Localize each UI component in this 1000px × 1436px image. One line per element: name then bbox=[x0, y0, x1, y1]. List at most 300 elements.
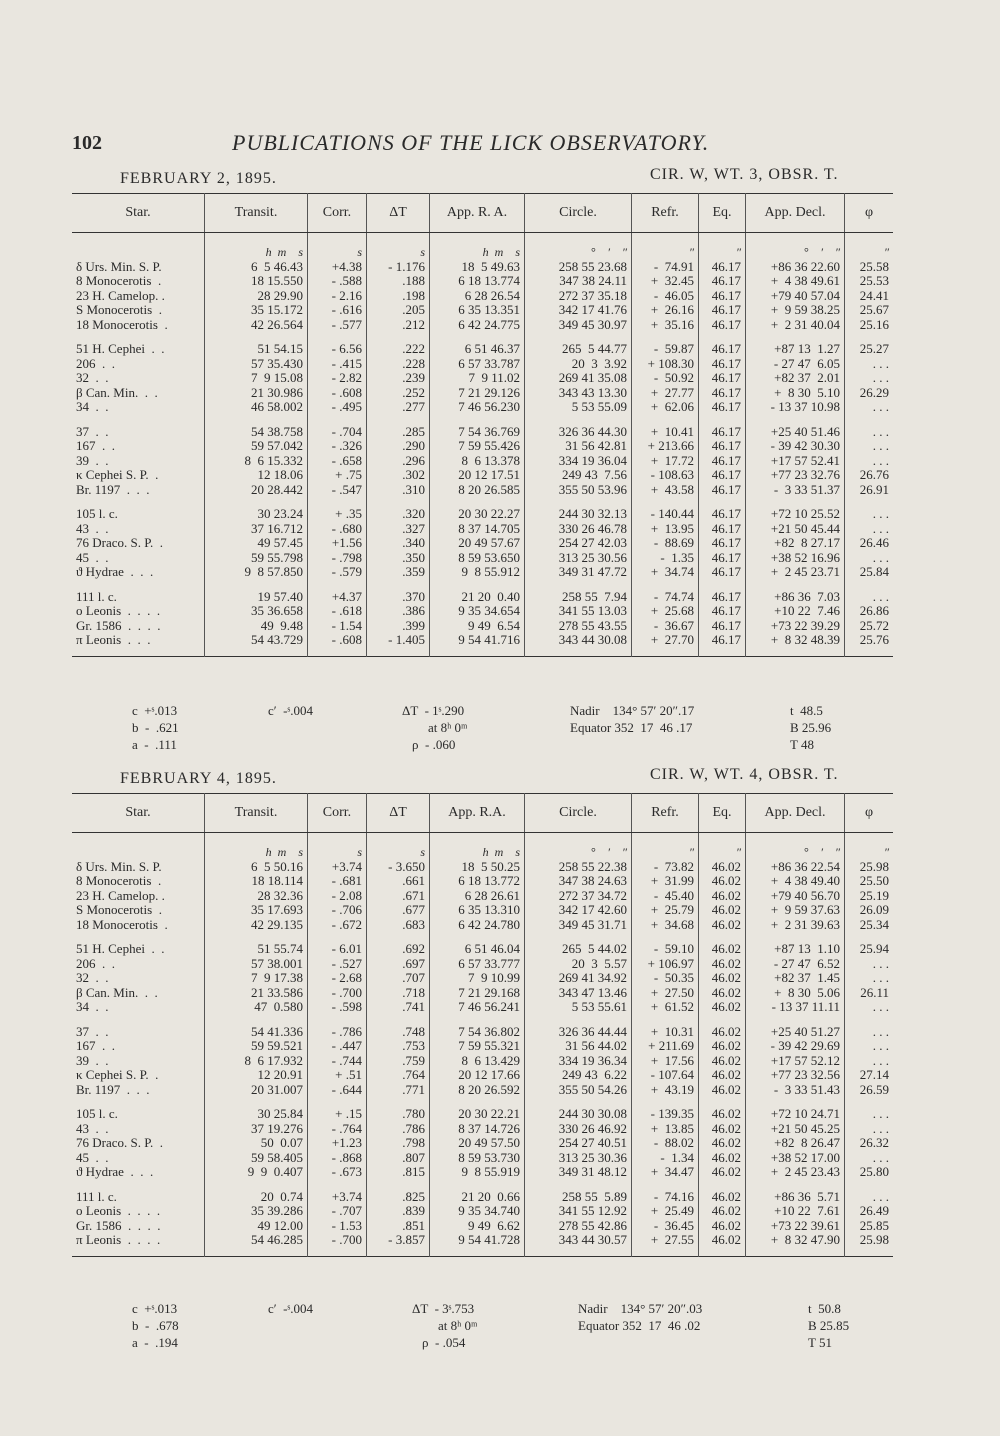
table-cell: 6 35 13.351 bbox=[430, 303, 525, 318]
table-cell: 46.17 bbox=[699, 522, 746, 537]
table-row bbox=[72, 483, 893, 498]
table-cell: .798 bbox=[367, 1136, 430, 1151]
col-header: App. Decl. bbox=[746, 794, 845, 833]
table-row bbox=[72, 1083, 893, 1098]
table-cell: - .673 bbox=[308, 1165, 367, 1180]
unit-cell: ″ bbox=[632, 233, 699, 260]
table-cell: 46.02 bbox=[699, 1233, 746, 1256]
table-cell: - 46.05 bbox=[632, 289, 699, 304]
table-cell: 347 38 24.63 bbox=[525, 874, 632, 889]
table-cell: - .868 bbox=[308, 1151, 367, 1166]
table-cell: - .700 bbox=[308, 986, 367, 1001]
table-cell: 349 31 48.12 bbox=[525, 1165, 632, 1180]
star-name-cell: 206 . . bbox=[72, 357, 205, 372]
table-cell: 26.91 bbox=[859, 481, 889, 497]
table-cell: .707 bbox=[367, 971, 430, 986]
table-cell: 6 18 13.772 bbox=[430, 874, 525, 889]
table-cell: 50 0.07 bbox=[205, 1136, 308, 1151]
col-header: ΔT bbox=[367, 194, 430, 233]
table-cell: +25 40 51.46 bbox=[746, 415, 845, 440]
footer-left bbox=[132, 702, 179, 753]
table-cell: 46.17 bbox=[699, 318, 746, 333]
table-row bbox=[72, 1204, 893, 1219]
table-cell: .671 bbox=[367, 889, 430, 904]
star-name-cell: π Leonis . . . . bbox=[72, 1233, 205, 1256]
unit-cell: ″ bbox=[884, 845, 889, 859]
table-cell: + 10.31 bbox=[632, 1015, 699, 1040]
table-cell: 46.02 bbox=[699, 874, 746, 889]
table-cell: 25.58 bbox=[859, 258, 889, 274]
star-name-cell: 43 . . bbox=[72, 1122, 205, 1137]
table-cell: . . . bbox=[872, 438, 889, 453]
table-row bbox=[72, 986, 893, 1001]
table-cell: 46.17 bbox=[699, 604, 746, 619]
unit-cell: ° ′ ″ bbox=[525, 233, 632, 260]
table-cell: .780 bbox=[367, 1097, 430, 1122]
col-header: Star. bbox=[72, 794, 205, 833]
table-cell: .310 bbox=[367, 483, 430, 498]
table-cell: 20 0.74 bbox=[205, 1180, 308, 1205]
col-header: Refr. bbox=[632, 794, 699, 833]
table-cell: +38 52 16.96 bbox=[746, 551, 845, 566]
table-cell: - 6.01 bbox=[308, 932, 367, 957]
table-cell: 8 6 15.332 bbox=[205, 454, 308, 469]
table-cell: 343 44 30.08 bbox=[525, 633, 632, 656]
table-cell: 46.17 bbox=[699, 551, 746, 566]
table-cell: + 10.41 bbox=[632, 415, 699, 440]
table-row bbox=[72, 633, 893, 656]
table-cell: +3.74 bbox=[308, 860, 367, 875]
table-cell: - .786 bbox=[308, 1015, 367, 1040]
table-cell: + 34.74 bbox=[632, 565, 699, 580]
star-name-cell: ϑ Hydrae . . . bbox=[72, 565, 205, 580]
table-cell: - 59.87 bbox=[632, 332, 699, 357]
table-cell: 20 30 22.21 bbox=[430, 1097, 525, 1122]
unit-cell bbox=[72, 833, 205, 860]
table-cell: - 1.53 bbox=[308, 1219, 367, 1234]
table-row bbox=[72, 1068, 893, 1083]
table-row bbox=[72, 604, 893, 619]
table-cell: +1.23 bbox=[308, 1136, 367, 1151]
table-cell: - .495 bbox=[308, 400, 367, 415]
table-cell: 46.17 bbox=[699, 536, 746, 551]
table-cell: 25.76 bbox=[859, 632, 889, 647]
table-cell: + 35.16 bbox=[632, 318, 699, 333]
footer-t: t 50.8 bbox=[808, 1301, 841, 1316]
table-cell: 46.17 bbox=[699, 303, 746, 318]
table-cell: + 25.79 bbox=[632, 903, 699, 918]
table-cell: +73 22 39.61 bbox=[746, 1219, 845, 1234]
table-cell: 26.11 bbox=[860, 984, 889, 1000]
table-cell: 20 12 17.51 bbox=[430, 468, 525, 483]
table-cell: 47 0.580 bbox=[205, 1000, 308, 1015]
table-cell: .252 bbox=[367, 386, 430, 401]
table-cell: 6 5 46.43 bbox=[205, 260, 308, 275]
table-cell: + 25.68 bbox=[632, 604, 699, 619]
table-cell: . . . bbox=[872, 1120, 889, 1136]
table-cell: - 45.40 bbox=[632, 889, 699, 904]
table-cell: - .680 bbox=[308, 522, 367, 537]
table-cell: 31 56 42.81 bbox=[525, 439, 632, 454]
unit-cell: ° ′ ″ bbox=[525, 833, 632, 860]
unit-cell: h m s bbox=[430, 233, 525, 260]
table-cell: +3.74 bbox=[308, 1180, 367, 1205]
units-row bbox=[72, 833, 893, 860]
star-name-cell: 32 . . bbox=[72, 971, 205, 986]
table-cell: 278 55 42.86 bbox=[525, 1219, 632, 1234]
col-header: Corr. bbox=[308, 794, 367, 833]
table-cell: + 213.66 bbox=[632, 439, 699, 454]
table-cell: 9 8 55.912 bbox=[430, 565, 525, 580]
table-cell: .320 bbox=[367, 497, 430, 522]
table-cell: +87 13 1.10 bbox=[746, 932, 845, 957]
table-cell: 7 9 15.08 bbox=[205, 371, 308, 386]
table-cell: 278 55 43.55 bbox=[525, 619, 632, 634]
table-cell: - .547 bbox=[308, 483, 367, 498]
table-cell: 343 47 13.46 bbox=[525, 986, 632, 1001]
table-cell: + 32.45 bbox=[632, 274, 699, 289]
table-cell: + 8 32 48.39 bbox=[746, 633, 845, 656]
star-name-cell: 23 H. Camelop. . bbox=[72, 289, 205, 304]
footer-dt: ΔT - 3ˢ.753 bbox=[412, 1301, 475, 1316]
footer-at: at 8ʰ 0ᵐ bbox=[428, 720, 468, 735]
table-cell: 244 30 32.13 bbox=[525, 497, 632, 522]
table-cell: 46.17 bbox=[699, 415, 746, 440]
table-cell: 20 3 3.92 bbox=[525, 357, 632, 372]
table-cell: . . . bbox=[872, 588, 889, 604]
table-cell: . . . bbox=[872, 423, 889, 439]
star-name-cell: 32 . . bbox=[72, 371, 205, 386]
table-cell: 349 45 31.71 bbox=[525, 918, 632, 933]
star-name-cell: 39 . . bbox=[72, 1054, 205, 1069]
table-cell: + 4 38 49.61 bbox=[746, 274, 845, 289]
table-cell: - .644 bbox=[308, 1083, 367, 1098]
table-cell: 46.17 bbox=[699, 483, 746, 498]
observation-table bbox=[72, 793, 893, 1257]
table-cell: 21 30.986 bbox=[205, 386, 308, 401]
table-cell: - 140.44 bbox=[632, 497, 699, 522]
table-cell: 6 51 46.04 bbox=[430, 932, 525, 957]
table-row bbox=[72, 1180, 893, 1205]
table-cell: 249 43 7.56 bbox=[525, 468, 632, 483]
table-cell: 21 33.586 bbox=[205, 986, 308, 1001]
table-cell: 57 35.430 bbox=[205, 357, 308, 372]
table-cell: +10 22 7.61 bbox=[746, 1204, 845, 1219]
table-cell: - .704 bbox=[308, 415, 367, 440]
table-cell: . . . bbox=[872, 549, 889, 565]
table-cell: +86 36 5.71 bbox=[746, 1180, 845, 1205]
unit-cell: h m s bbox=[430, 833, 525, 860]
star-name-cell: 167 . . bbox=[72, 439, 205, 454]
table-cell: 19 57.40 bbox=[205, 580, 308, 605]
table-cell: + 9 59 37.63 bbox=[746, 903, 845, 918]
table-cell: - .415 bbox=[308, 357, 367, 372]
table-cell: +86 36 7.03 bbox=[746, 580, 845, 605]
table-cell: - .588 bbox=[308, 274, 367, 289]
table-cell: . . . bbox=[872, 370, 889, 385]
table-cell: .692 bbox=[367, 932, 430, 957]
table-row bbox=[72, 971, 893, 986]
table-cell: 355 50 53.96 bbox=[525, 483, 632, 498]
table-cell: 347 38 24.11 bbox=[525, 274, 632, 289]
table-cell: .786 bbox=[367, 1122, 430, 1137]
table-row bbox=[72, 357, 893, 372]
table-cell: - 108.63 bbox=[632, 468, 699, 483]
table-cell: - .616 bbox=[308, 303, 367, 318]
unit-cell: ° ′ ″ bbox=[746, 233, 845, 260]
table-cell: 258 55 23.68 bbox=[525, 260, 632, 275]
table-cell: .327 bbox=[367, 522, 430, 537]
table-cell: 342 17 41.76 bbox=[525, 303, 632, 318]
table-cell: 27.14 bbox=[859, 1067, 889, 1082]
footer-rho: ρ - .054 bbox=[422, 1335, 466, 1350]
table-cell: 46.02 bbox=[699, 1151, 746, 1166]
table-cell: +87 13 1.27 bbox=[746, 332, 845, 357]
table-body bbox=[72, 833, 893, 1257]
footer-nadir: Nadir 134° 57′ 20″.17 bbox=[570, 703, 695, 718]
table-cell: .759 bbox=[367, 1054, 430, 1069]
table-cell: 6 42 24.775 bbox=[430, 318, 525, 333]
table-cell: 8 20 26.592 bbox=[430, 1083, 525, 1098]
table-cell: 9 8 55.919 bbox=[430, 1165, 525, 1180]
table-cell: 7 9 17.38 bbox=[205, 971, 308, 986]
footer-dt-block bbox=[402, 702, 467, 753]
table-cell: 35 36.658 bbox=[205, 604, 308, 619]
table-cell: + 4 38 49.40 bbox=[746, 874, 845, 889]
col-header: Eq. bbox=[699, 194, 746, 233]
star-name-cell: 34 . . bbox=[72, 400, 205, 415]
table-cell: - 50.35 bbox=[632, 971, 699, 986]
table-cell: 30 23.24 bbox=[205, 497, 308, 522]
table-cell: 54 38.758 bbox=[205, 415, 308, 440]
table-cell: 25.53 bbox=[859, 273, 889, 288]
table-cell: 46.02 bbox=[699, 1068, 746, 1083]
table-cell: .285 bbox=[367, 415, 430, 440]
table-row bbox=[72, 260, 893, 275]
table-cell: 35 15.172 bbox=[205, 303, 308, 318]
table-cell: 46.17 bbox=[699, 274, 746, 289]
table-cell: 9 8 57.850 bbox=[205, 565, 308, 580]
table-cell: - 2.08 bbox=[308, 889, 367, 904]
star-name-cell: β Can. Min. . . bbox=[72, 986, 205, 1001]
table-row bbox=[72, 874, 893, 889]
table-cell: + 13.95 bbox=[632, 522, 699, 537]
footer-cprime: c′ -ˢ.004 bbox=[268, 1301, 313, 1316]
table-cell: - .700 bbox=[308, 1233, 367, 1256]
star-name-cell: δ Urs. Min. S. P. bbox=[72, 860, 205, 875]
table-cell: 31 56 44.02 bbox=[525, 1039, 632, 1054]
table-cell: +82 8 27.17 bbox=[746, 536, 845, 551]
table-cell: - .706 bbox=[308, 903, 367, 918]
table-row bbox=[72, 619, 893, 634]
table-row bbox=[72, 1000, 893, 1015]
table-cell: 8 20 26.585 bbox=[430, 483, 525, 498]
table-cell: 46.02 bbox=[699, 932, 746, 957]
col-header: φ bbox=[845, 794, 894, 833]
table-cell: . . . bbox=[872, 999, 889, 1014]
table-cell: 9 54 41.716 bbox=[430, 633, 525, 656]
table-cell: .683 bbox=[367, 918, 430, 933]
table-cell: + 31.99 bbox=[632, 874, 699, 889]
table-row bbox=[72, 522, 893, 537]
table-cell: 54 41.336 bbox=[205, 1015, 308, 1040]
table-cell: 12 18.06 bbox=[205, 468, 308, 483]
table-cell: .815 bbox=[367, 1165, 430, 1180]
footer-c: c +ˢ.013 bbox=[132, 703, 178, 718]
table-cell: 57 38.001 bbox=[205, 957, 308, 972]
table-cell: 35 39.286 bbox=[205, 1204, 308, 1219]
table-cell: .718 bbox=[367, 986, 430, 1001]
table-cell: 18 5 50.25 bbox=[430, 860, 525, 875]
table-cell: 249 43 6.22 bbox=[525, 1068, 632, 1083]
table-cell: 20 28.442 bbox=[205, 483, 308, 498]
table-cell: + 25.49 bbox=[632, 1204, 699, 1219]
table-cell: .741 bbox=[367, 1000, 430, 1015]
star-name-cell: 39 . . bbox=[72, 454, 205, 469]
table-cell: .302 bbox=[367, 468, 430, 483]
table-cell: 8 37 14.705 bbox=[430, 522, 525, 537]
table-cell: 46.02 bbox=[699, 889, 746, 904]
table-cell: - .447 bbox=[308, 1039, 367, 1054]
table-cell: 37 19.276 bbox=[205, 1122, 308, 1137]
table-cell: 21 20 0.66 bbox=[430, 1180, 525, 1205]
table-cell: - 74.16 bbox=[632, 1180, 699, 1205]
table-cell: 26.32 bbox=[859, 1135, 889, 1150]
table-cell: 6 42 24.780 bbox=[430, 918, 525, 933]
table-cell: 6 57 33.777 bbox=[430, 957, 525, 972]
table-cell: 46.02 bbox=[699, 1015, 746, 1040]
footer-t: t 48.5 bbox=[790, 703, 823, 718]
table-cell: 26.86 bbox=[859, 603, 889, 618]
footer-T: T 51 bbox=[808, 1335, 832, 1350]
table-cell: 46.02 bbox=[699, 1039, 746, 1054]
table-cell: - 3 33 51.37 bbox=[746, 483, 845, 498]
table-cell: . . . bbox=[872, 399, 889, 414]
table-cell: 20 49 57.67 bbox=[430, 536, 525, 551]
star-name-cell: o Leonis . . . . bbox=[72, 1204, 205, 1219]
table-cell: 26.09 bbox=[859, 902, 889, 917]
table-cell: 25.34 bbox=[859, 916, 889, 932]
table-cell: +4.37 bbox=[308, 580, 367, 605]
table-cell: . . . bbox=[872, 355, 889, 371]
table-cell: 28 29.90 bbox=[205, 289, 308, 304]
table-cell: - 6.56 bbox=[308, 332, 367, 357]
table-cell: 46.02 bbox=[699, 1122, 746, 1137]
table-cell: - 2.68 bbox=[308, 971, 367, 986]
table-cell: +10 22 7.46 bbox=[746, 604, 845, 619]
table-cell: - .798 bbox=[308, 551, 367, 566]
table-cell: - 59.10 bbox=[632, 932, 699, 957]
table-cell: - .326 bbox=[308, 439, 367, 454]
table-cell: .296 bbox=[367, 454, 430, 469]
col-header: App. R. A. bbox=[430, 194, 525, 233]
footer-b: b - .678 bbox=[132, 1318, 179, 1333]
table-cell: +82 8 26.47 bbox=[746, 1136, 845, 1151]
table-cell: 26.49 bbox=[859, 1203, 889, 1218]
table-cell: +4.38 bbox=[308, 260, 367, 275]
table-cell: .277 bbox=[367, 400, 430, 415]
star-name-cell: 18 Monocerotis . bbox=[72, 918, 205, 933]
table-cell: 54 46.285 bbox=[205, 1233, 308, 1256]
star-name-cell: 111 l. c. bbox=[72, 580, 205, 605]
table-cell: 8 6 17.932 bbox=[205, 1054, 308, 1069]
table-cell: +77 23 32.76 bbox=[746, 468, 845, 483]
footer-equator: Equator 352 17 46 .02 bbox=[578, 1318, 701, 1333]
table-cell: .839 bbox=[367, 1204, 430, 1219]
table-cell: .228 bbox=[367, 357, 430, 372]
table-cell: + 34.47 bbox=[632, 1165, 699, 1180]
footer-a: a - .111 bbox=[132, 737, 177, 752]
table-cell: 46.17 bbox=[699, 580, 746, 605]
footer-equator: Equator 352 17 46 .17 bbox=[570, 720, 693, 735]
table-cell: - 50.92 bbox=[632, 371, 699, 386]
star-name-cell: 45 . . bbox=[72, 1151, 205, 1166]
table-cell: - .618 bbox=[308, 604, 367, 619]
star-name-cell: 34 . . bbox=[72, 1000, 205, 1015]
table-cell: - 1.35 bbox=[632, 551, 699, 566]
table-cell: + 27.50 bbox=[632, 986, 699, 1001]
table-cell: 25.16 bbox=[859, 316, 889, 332]
table-row bbox=[72, 497, 893, 522]
table-cell: 313 25 30.36 bbox=[525, 1151, 632, 1166]
table-cell: 9 49 6.54 bbox=[430, 619, 525, 634]
table-cell: - 107.64 bbox=[632, 1068, 699, 1083]
star-name-cell: 8 Monocerotis . bbox=[72, 274, 205, 289]
col-header: App. R.A. bbox=[430, 794, 525, 833]
table-cell: 21 20 0.40 bbox=[430, 580, 525, 605]
table-cell: + 8 32 47.90 bbox=[746, 1233, 845, 1256]
table-cell: - 74.74 bbox=[632, 580, 699, 605]
table-cell: .748 bbox=[367, 1015, 430, 1040]
table-cell: 355 50 54.26 bbox=[525, 1083, 632, 1098]
table-cell: 46.02 bbox=[699, 971, 746, 986]
star-name-cell: 23 H. Camelop. . bbox=[72, 889, 205, 904]
unit-cell: h m s bbox=[205, 233, 308, 260]
table-cell: - 36.45 bbox=[632, 1219, 699, 1234]
footer-c: c +ˢ.013 bbox=[132, 1301, 178, 1316]
table-cell: + 43.19 bbox=[632, 1083, 699, 1098]
table-body bbox=[72, 233, 893, 657]
table-row bbox=[72, 1122, 893, 1137]
table-cell: 20 31.007 bbox=[205, 1083, 308, 1098]
table-cell: 49 9.48 bbox=[205, 619, 308, 634]
table-cell: + 8 30 5.06 bbox=[746, 986, 845, 1001]
footer-rho: ρ - .060 bbox=[412, 737, 456, 752]
table-cell: + 106.97 bbox=[632, 957, 699, 972]
table-cell: - 3.650 bbox=[367, 860, 430, 875]
table-cell: 46.02 bbox=[699, 1097, 746, 1122]
footer-nadir-block bbox=[570, 702, 694, 736]
unit-cell: s bbox=[367, 833, 430, 860]
table-cell: 46.02 bbox=[699, 957, 746, 972]
table-cell: +72 10 24.71 bbox=[746, 1097, 845, 1122]
table-cell: - 88.69 bbox=[632, 536, 699, 551]
section-instrument: CIR. W, WT. 4, OBSR. T. bbox=[650, 766, 839, 783]
table-cell: - .598 bbox=[308, 1000, 367, 1015]
table-cell: 26.29 bbox=[859, 384, 889, 400]
table-row bbox=[72, 439, 893, 454]
table-cell: 18 5 49.63 bbox=[430, 260, 525, 275]
table-cell: . . . bbox=[872, 1106, 889, 1121]
table-cell: - 3.857 bbox=[367, 1233, 430, 1256]
unit-cell: s bbox=[367, 233, 430, 260]
table-cell: . . . bbox=[872, 1149, 889, 1165]
table-cell: 49 57.45 bbox=[205, 536, 308, 551]
table-cell: 25.98 bbox=[859, 858, 889, 874]
table-cell: + 34.68 bbox=[632, 918, 699, 933]
table-cell: 46.17 bbox=[699, 289, 746, 304]
table-cell: 26.76 bbox=[859, 467, 889, 482]
